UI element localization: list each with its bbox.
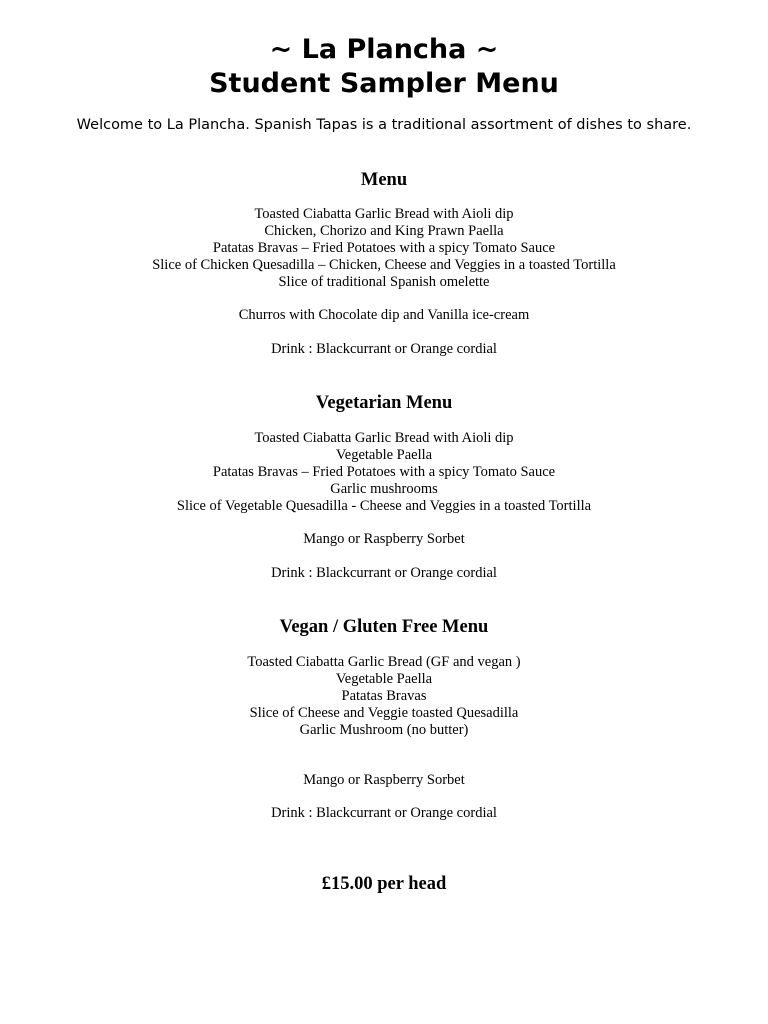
vegetarian-menu-heading: Vegetarian Menu (315, 393, 453, 413)
vegetarian-menu-item: Vegetable Paella (335, 447, 433, 463)
vegan-gf-menu-item: Slice of Cheese and Veggie toasted Quesadilla (249, 705, 519, 721)
vegan-gf-menu-item: Garlic Mushroom (no butter) (299, 722, 469, 738)
price-per-head: £15.00 per head (321, 874, 447, 894)
menu-item: Slice of Chicken Quesadilla – Chicken, Cheese and Veggies in a toasted Tortilla (152, 257, 616, 273)
menu-heading: Menu (360, 170, 408, 190)
page-title: ~ La Plancha ~ (269, 34, 499, 65)
menu-item: Patatas Bravas – Fried Potatoes with a spicy Tomato Sauce (212, 240, 556, 256)
vegetarian-menu-drink: Drink : Blackcurrant or Orange cordial (271, 565, 497, 581)
vegan-gf-menu-item: Patatas Bravas (341, 688, 427, 704)
vegan-gf-menu-drink: Drink : Blackcurrant or Orange cordial (271, 805, 497, 821)
menu-item: Slice of traditional Spanish omelette (278, 274, 490, 290)
welcome-text: Welcome to La Plancha. Spanish Tapas is a traditional assortment of dishes to share. (76, 117, 692, 133)
vegan-gf-menu-item: Vegetable Paella (335, 671, 433, 687)
vegan-gf-menu-item: Toasted Ciabatta Garlic Bread (GF and vegan ) (247, 654, 521, 670)
vegan-gf-menu-heading: Vegan / Gluten Free Menu (279, 617, 489, 637)
page-subtitle: Student Sampler Menu (209, 68, 559, 99)
vegetarian-menu-item: Toasted Ciabatta Garlic Bread with Aioli dip (254, 430, 514, 446)
menu-drink: Drink : Blackcurrant or Orange cordial (271, 341, 497, 357)
vegetarian-menu-item: Patatas Bravas – Fried Potatoes with a spicy Tomato Sauce (212, 464, 556, 480)
menu-dessert: Churros with Chocolate dip and Vanilla ice-cream (238, 307, 530, 323)
vegetarian-menu-item: Garlic mushrooms (330, 481, 438, 497)
vegan-gf-menu-dessert: Mango or Raspberry Sorbet (303, 772, 465, 788)
vegetarian-menu-item: Slice of Vegetable Quesadilla - Cheese and Veggies in a toasted Tortilla (176, 498, 592, 514)
menu-item: Toasted Ciabatta Garlic Bread with Aioli dip (254, 206, 514, 222)
menu-item: Chicken, Chorizo and King Prawn Paella (264, 223, 504, 239)
vegetarian-menu-dessert: Mango or Raspberry Sorbet (303, 531, 465, 547)
